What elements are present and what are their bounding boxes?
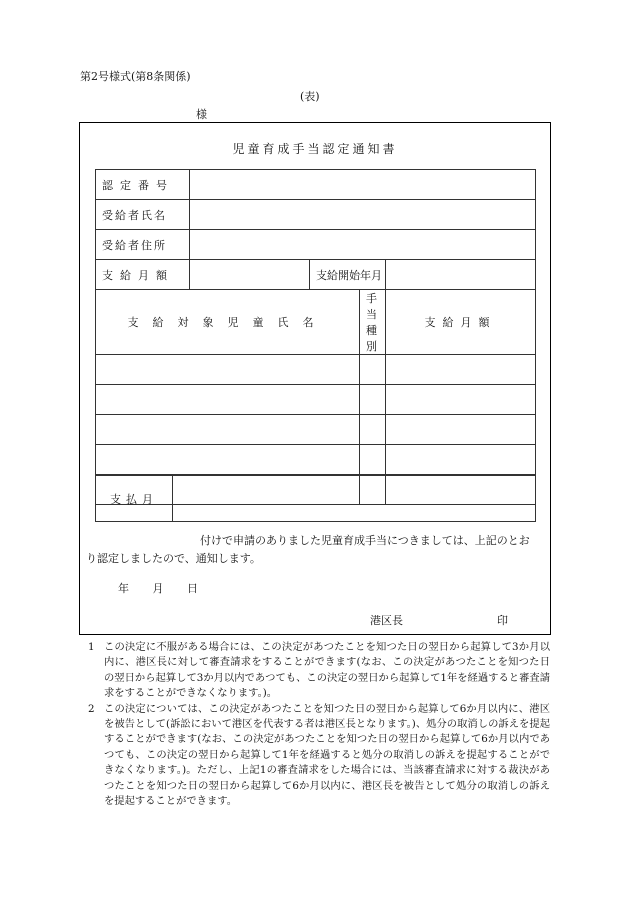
note-text: この決定に不服がある場合には、この決定があつたことを知つた日の翌日から起算して3か月以内に、港区長に対して審査請求をすることができます(なお、この決定があつたことを知つた日の翌日から起算して3か月以内であつても、この決定の翌日から起算して1年を経過すると審査請求をすることができなくなります。)。 <box>104 641 550 700</box>
note-number: 1 <box>88 641 95 653</box>
payment-month-value[interactable] <box>173 476 536 522</box>
notice-text-line2: り認定しましたので、通知します。 <box>86 552 261 565</box>
allowance-type-cell[interactable] <box>360 355 386 385</box>
monthly-amount-label: 支給月額 <box>96 260 190 290</box>
table-row <box>96 170 536 200</box>
note-item <box>88 640 550 702</box>
table-row <box>96 355 536 385</box>
recipient-address-label: 受給者住所 <box>96 230 190 260</box>
note-text: この決定については、この決定があつたことを知つた日の翌日から起算して6か月以内に、港区を被告として(訴訟において港区を代表する者は港区長となります。)、処分の取消しの訴えを提起することができます(なお、この決定があつたことを知つた日の翌日から起算して6か月以内であつても、この決定の翌日から起算して1年を経過すると処分の取消しの訴えを提起することができなくなります。)。ただし、上記1の審査請求をした場合には、当該審査請求に対する裁決があつたことを知つた日の翌日から起算して6か月以内に、港区長を被告として処分の取消しの訴えを提起することができます。 <box>104 702 550 808</box>
cert-number-label: 認定番号 <box>96 170 190 200</box>
amount-cell[interactable] <box>386 445 536 475</box>
child-name-header: 支給対象児童氏名 <box>96 290 360 355</box>
recipient-name-label: 受給者氏名 <box>96 200 190 230</box>
document-title: 児童育成手当認定通知書 <box>232 142 398 156</box>
recipient-address-value[interactable] <box>190 230 536 260</box>
start-month-value[interactable] <box>386 260 536 290</box>
certification-table <box>95 169 536 505</box>
allowance-type-header: 手当種別 <box>360 290 386 355</box>
note-number: 2 <box>88 702 95 715</box>
payment-month-label: 支払月 <box>96 476 173 522</box>
table-row <box>96 230 536 260</box>
table-row <box>96 260 536 290</box>
amount-header: 支給月額 <box>386 290 536 355</box>
child-name-cell[interactable] <box>96 415 360 445</box>
allowance-type-cell[interactable] <box>360 445 386 475</box>
allowance-type-cell[interactable] <box>360 415 386 445</box>
note-item <box>88 702 550 810</box>
notice-text-line1: 付けで申請のありました児童育成手当につきましては、上記のとお <box>200 534 530 547</box>
recipient-name-value[interactable] <box>190 200 536 230</box>
table-row <box>96 476 536 522</box>
start-month-label: 支給開始年月 <box>310 260 386 290</box>
amount-cell[interactable] <box>386 385 536 415</box>
table-row <box>96 415 536 445</box>
date-line: 年 月 日 <box>118 582 198 595</box>
allowance-type-cell[interactable] <box>360 385 386 415</box>
mayor-label: 港区長 <box>370 614 403 627</box>
side-label: (表) <box>300 90 320 103</box>
table-row <box>96 385 536 415</box>
table-row <box>96 445 536 475</box>
table-row <box>96 290 536 355</box>
child-name-cell[interactable] <box>96 445 360 475</box>
amount-cell[interactable] <box>386 415 536 445</box>
table-row <box>96 200 536 230</box>
amount-cell[interactable] <box>386 355 536 385</box>
child-name-cell[interactable] <box>96 355 360 385</box>
form-label: 第2号様式(第8条関係) <box>80 70 191 83</box>
monthly-amount-value[interactable] <box>190 260 310 290</box>
salutation: 様 <box>196 108 207 121</box>
seal-mark: 印 <box>497 614 508 627</box>
cert-number-value[interactable] <box>190 170 536 200</box>
notes-section <box>88 640 550 809</box>
payment-month-table <box>95 475 536 522</box>
child-name-cell[interactable] <box>96 385 360 415</box>
